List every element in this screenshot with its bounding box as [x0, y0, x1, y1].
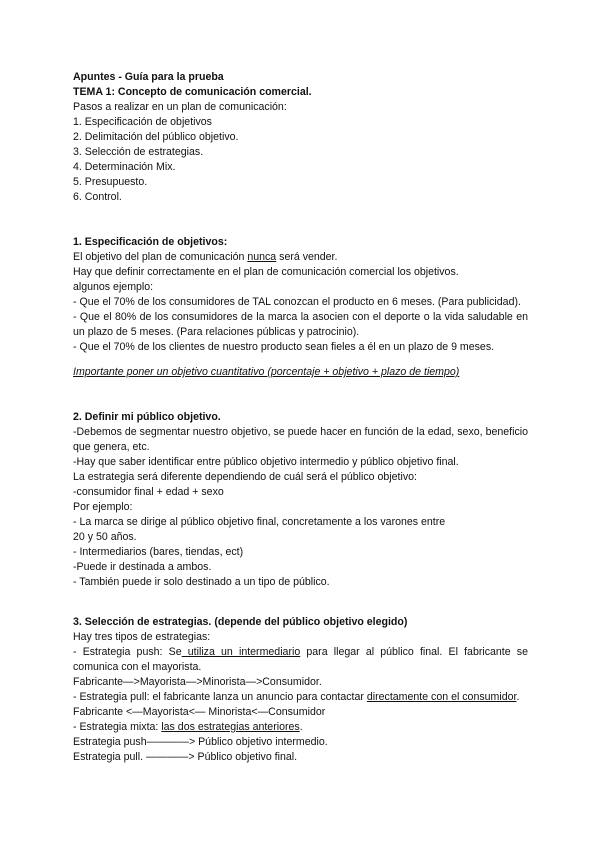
examples-lead: algunos ejemplo:: [73, 281, 154, 293]
push-target: Estrategia push————> Público objetivo intermedio.: [73, 736, 328, 748]
text-fragment: para llegar al público final. El fabricante se comunica con el mayorista.: [73, 646, 528, 673]
text-fragment: .: [516, 691, 520, 703]
objective-statement: [73, 250, 528, 265]
paragraph: - La marca se dirige al público objetivo final, concretamente a los varones entre: [73, 516, 446, 528]
pull-chain: Fabricante <—Mayorista<— Minorista<—Consumidor: [73, 706, 326, 718]
paragraph: La estrategia será diferente dependiendo de cuál será el público objetivo:: [73, 471, 417, 483]
text-fragment: será vender.: [276, 251, 338, 263]
paragraph: -Debemos de segmentar nuestro objetivo, se puede hacer en función de la edad, sexo, beneficio que genera, etc.: [73, 426, 528, 453]
paragraph: - También puede ir solo destinado a un tipo de público.: [73, 576, 330, 588]
emphasis-direct: directamente con el consumidor: [366, 691, 517, 703]
step-item: 2. Delimitación del público objetivo.: [73, 131, 239, 143]
text-fragment: - Estrategia pull: el fabricante lanza un anuncio para contactar: [73, 691, 367, 703]
text-fragment: - Estrategia push: Se: [73, 646, 182, 658]
paragraph: 20 y 50 años.: [73, 531, 137, 543]
paragraph: Hay tres tipos de estrategias:: [73, 631, 211, 643]
strategy-push: [73, 645, 528, 675]
strategy-mixed: [73, 720, 528, 735]
steps-lead: Pasos a realizar en un plan de comunicación:: [73, 101, 287, 113]
paragraph: -Hay que saber identificar entre público objetivo intermedio y público objetivo final.: [73, 456, 459, 468]
topic-title: TEMA 1: Concepto de comunicación comercial.: [73, 86, 312, 98]
example-item: - Que el 70% de los consumidores de TAL conozcan el producto en 6 meses. (Para publicidad).: [73, 296, 521, 308]
section-1-heading: 1. Especificación de objetivos:: [73, 236, 228, 248]
text-fragment: .: [299, 721, 303, 733]
example-item: - Que el 80% de los consumidores de la marca la asocien con el deporte o la vida saludable en un plazo de 5 meses. (Para relaciones públicas y patrocinio).: [73, 311, 528, 338]
emphasis-both: las dos estrategias anteriores: [161, 721, 300, 733]
section-3-heading: 3. Selección de estrategias. (depende del público objetivo elegido): [73, 616, 408, 628]
paragraph: Por ejemplo:: [73, 501, 133, 513]
push-chain: Fabricante—>Mayorista—>Minorista—>Consumidor.: [73, 676, 322, 688]
step-item: 4. Determinación Mix.: [73, 161, 176, 173]
paragraph: - Intermediarios (bares, tiendas, ect): [73, 546, 244, 558]
text-fragment: El objetivo del plan de comunicación: [73, 251, 248, 263]
pull-target: Estrategia pull. ————> Público objetivo final.: [73, 751, 298, 763]
section-2-heading: 2. Definir mi público objetivo.: [73, 411, 221, 423]
step-item: 6. Control.: [73, 191, 122, 203]
document-page: [73, 70, 528, 765]
step-item: 5. Presupuesto.: [73, 176, 148, 188]
emphasis-never: nunca: [247, 251, 277, 263]
important-note: Importante poner un objetivo cuantitativo (porcentaje + objetivo + plazo de tiempo): [73, 366, 460, 378]
paragraph: -Puede ir destinada a ambos.: [73, 561, 212, 573]
strategy-pull: [73, 690, 528, 705]
emphasis-intermediary: utiliza un intermediario: [181, 646, 301, 658]
paragraph: Hay que definir correctamente en el plan de comunicación comercial los objetivos.: [73, 266, 459, 278]
step-item: 3. Selección de estrategias.: [73, 146, 204, 158]
paragraph: -consumidor final + edad + sexo: [73, 486, 224, 498]
text-fragment: - Estrategia mixta:: [73, 721, 162, 733]
document-title: Apuntes - Guía para la prueba: [73, 71, 224, 83]
step-item: 1. Especificación de objetivos: [73, 116, 212, 128]
example-item: - Que el 70% de los clientes de nuestro producto sean fieles a él en un plazo de 9 meses.: [73, 341, 495, 353]
